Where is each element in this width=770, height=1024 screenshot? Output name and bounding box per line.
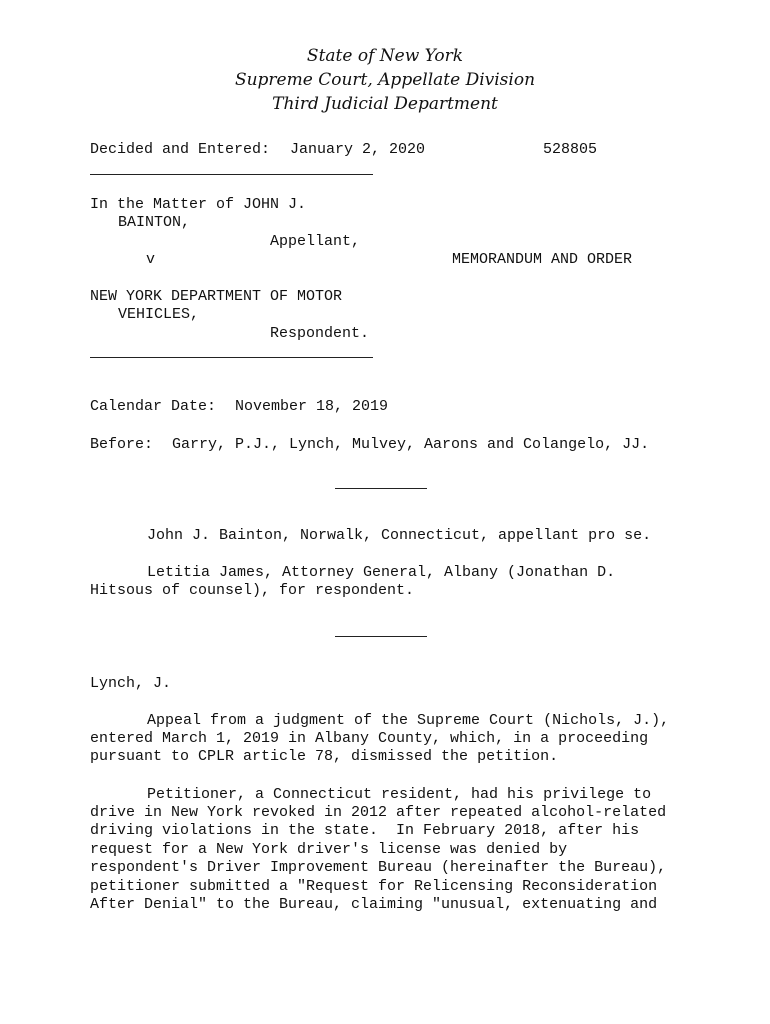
caption-party-2-line-1: NEW YORK DEPARTMENT OF MOTOR [90, 288, 343, 305]
calendar-date: November 18, 2019 [235, 398, 389, 415]
caption-versus: v [146, 251, 156, 268]
caption-appellant-role: Appellant, [270, 233, 361, 250]
document-type: MEMORANDUM AND ORDER [452, 251, 633, 268]
body-paragraph-line: driving violations in the state. In February 2018, after his [90, 822, 640, 839]
docket-number: 528805 [543, 141, 598, 158]
header-court: Supreme Court, Appellate Division [234, 70, 536, 90]
caption-party-2-line-2: VEHICLES, [118, 306, 200, 323]
caption-party-1-line-2: BAINTON, [118, 214, 191, 231]
court-header [0, 44, 770, 116]
before-label: Before: [90, 436, 154, 453]
respondent-counsel-line-2: Hitsous of counsel), for respondent. [90, 582, 415, 599]
body-paragraph-line: After Denial" to the Bureau, claiming "unusual, extenuating and [90, 896, 658, 913]
decided-label: Decided and Entered: [90, 141, 271, 158]
body-paragraph-line: drive in New York revoked in 2012 after repeated alcohol-related [90, 804, 667, 821]
caption-bottom-rule [90, 357, 373, 358]
body-paragraph-line: pursuant to CPLR article 78, dismissed the petition. [90, 748, 559, 765]
calendar-label: Calendar Date: [90, 398, 217, 415]
decided-date: January 2, 2020 [290, 141, 426, 158]
respondent-counsel-line-1: Letitia James, Attorney General, Albany (Jonathan D. [147, 564, 616, 581]
caption-respondent-role: Respondent. [270, 325, 370, 342]
body-paragraph-line: petitioner submitted a "Request for Relicensing Reconsideration [90, 878, 658, 895]
opinion-author: Lynch, J. [90, 675, 172, 692]
section-divider-2 [335, 636, 427, 637]
body-paragraph-line: Petitioner, a Connecticut resident, had his privilege to [147, 786, 652, 803]
caption-party-1-line-1: In the Matter of JOHN J. [90, 196, 307, 213]
appellant-counsel: John J. Bainton, Norwalk, Connecticut, appellant pro se. [147, 527, 652, 544]
panel-judges: Garry, P.J., Lynch, Mulvey, Aarons and Colangelo, JJ. [172, 436, 650, 453]
header-state: State of New York [306, 46, 464, 66]
body-paragraph-line: request for a New York driver's license was denied by [90, 841, 568, 858]
caption-top-rule [90, 174, 373, 175]
header-department: Third Judicial Department [272, 94, 498, 114]
body-paragraph-line: entered March 1, 2019 in Albany County, which, in a proceeding [90, 730, 649, 747]
section-divider-1 [335, 488, 427, 489]
body-paragraph-line: Appeal from a judgment of the Supreme Court (Nichols, J.), [147, 712, 670, 729]
body-paragraph-line: respondent's Driver Improvement Bureau (hereinafter the Bureau), [90, 859, 667, 876]
